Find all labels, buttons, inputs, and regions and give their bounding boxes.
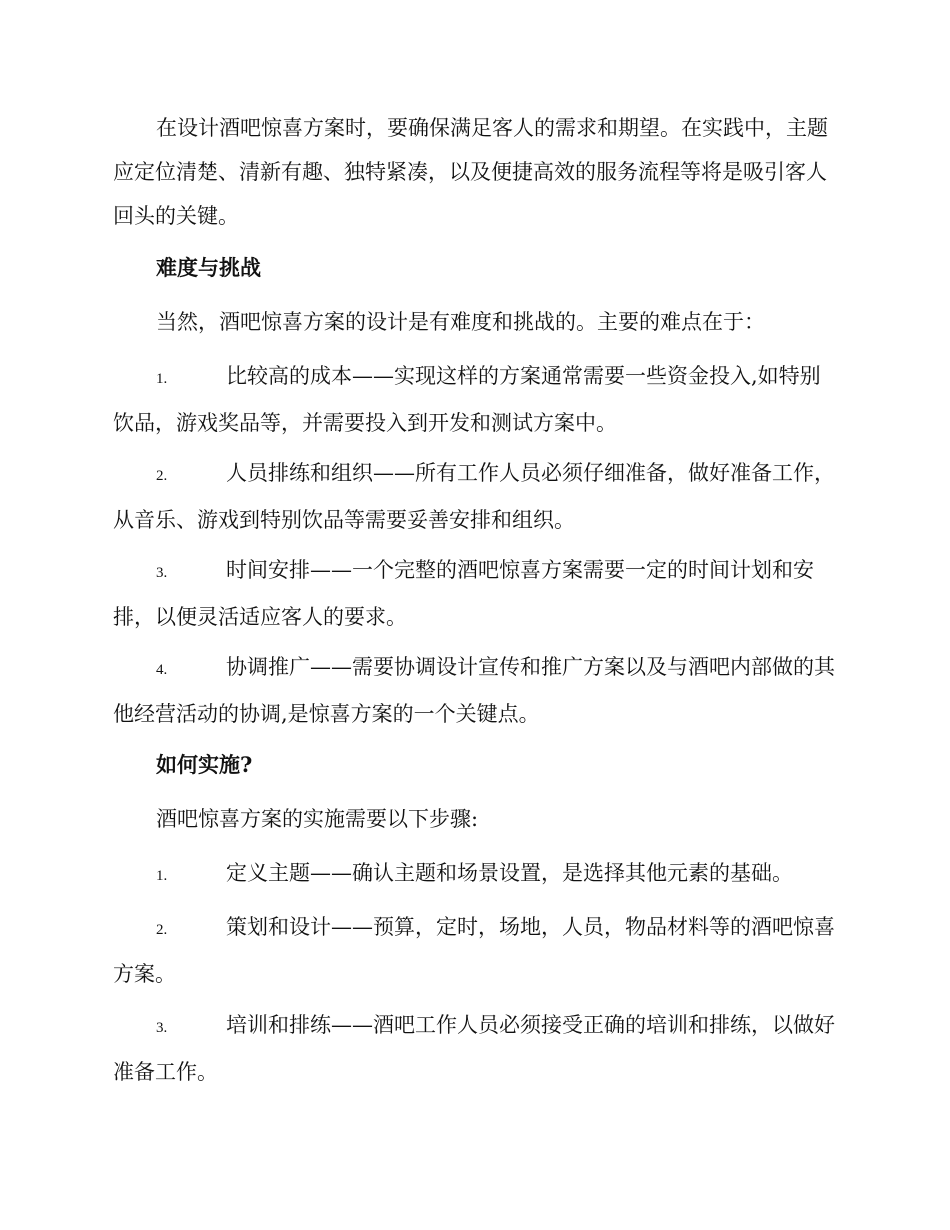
list-item [113,905,837,996]
challenges-lead-paragraph: 当然，酒吧惊喜方案的设计是有难度和挑战的。主要的难点在于： [156,310,765,334]
list-item-number: 3. [156,1020,168,1036]
list-item-text: 人员排练和组织——所有工作人员必须仔细准备，做好准备工作，从音乐、游戏到特别饮品等需要妥善安排和组织。 [113,461,835,532]
list-item [113,851,837,898]
list-item [113,1003,837,1094]
list-item-number: 1. [156,868,168,884]
list-item-text: 比较高的成本——实现这样的方案通常需要一些资金投入,如特别饮品，游戏奖品等，并需要投入到开发和测试方案中。 [113,364,821,435]
list-item-text: 策划和设计——预算，定时，场地，人员，物品材料等的酒吧惊喜方案。 [113,915,835,986]
list-item-number: 3. [156,565,168,581]
list-item-text: 协调推广——需要协调设计宣传和推广方案以及与酒吧内部做的其他经营活动的协调,是惊喜方案的一个关键点。 [113,655,835,726]
list-item-text: 时间安排——一个完整的酒吧惊喜方案需要一定的时间计划和安排，以便灵活适应客人的要求。 [113,558,814,629]
list-item [113,451,837,542]
implementation-lead-paragraph: 酒吧惊喜方案的实施需要以下步骤: [156,807,479,831]
list-item-number: 4. [156,662,168,678]
list-item [113,354,837,445]
intro-paragraph: 在设计酒吧惊喜方案时，要确保满足客人的需求和期望。在实践中，主题应定位清楚、清新有趣、独特紧凑，以及便捷高效的服务流程等将是吸引客人回头的关键。 [113,116,828,228]
list-item [113,548,837,639]
list-item-number: 2. [156,922,168,938]
list-item [113,645,837,736]
list-item-number: 1. [156,371,168,387]
list-item-text: 培训和排练——酒吧工作人员必须接受正确的培训和排练，以做好准备工作。 [113,1013,835,1084]
section-heading-implementation: 如何实施? [156,752,253,777]
section-heading-challenges: 难度与挑战 [156,255,261,280]
list-item-number: 2. [156,468,168,484]
list-item-text: 定义主题——确认主题和场景设置，是选择其他元素的基础。 [226,861,793,885]
